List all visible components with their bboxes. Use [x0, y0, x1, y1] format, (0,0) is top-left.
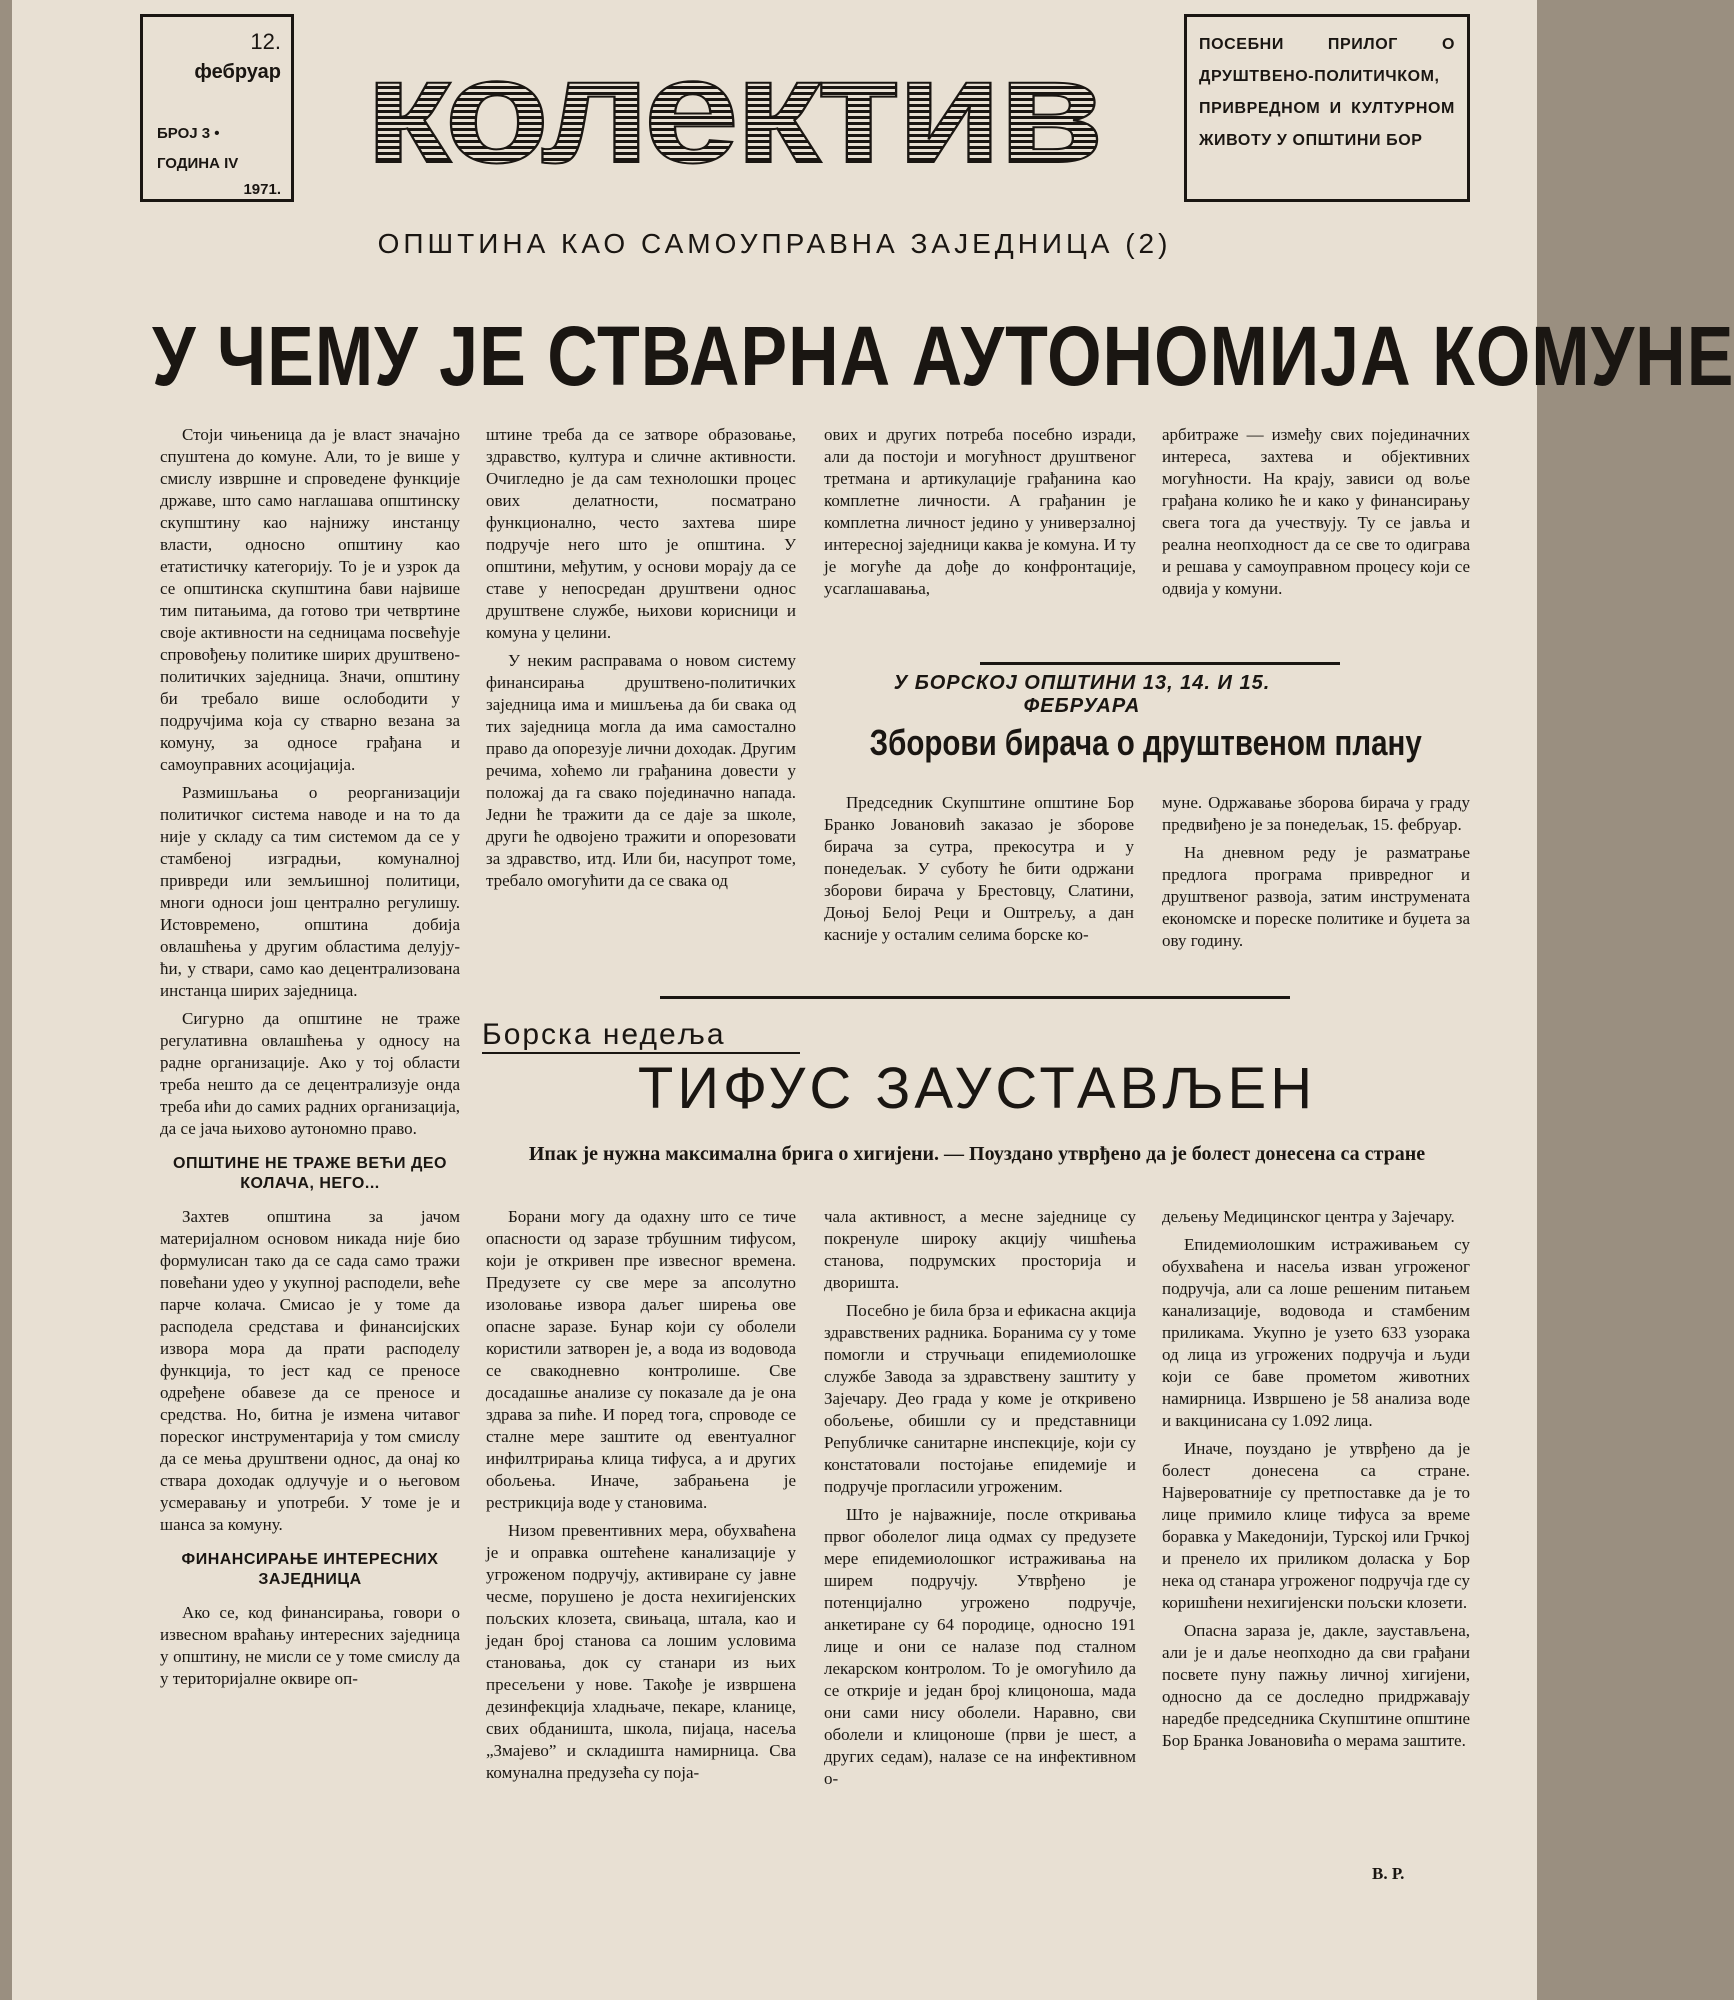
- masthead-logo: [302, 14, 1162, 202]
- paragraph: Захтев општина за јачом материјалном основом никада није био формулисан тако да се сада само тражи повећани удео у укупној расподели, веће парче колача. Смисао је у томе да расподела средстава и финансијских извора мора да прати расподелу функција, то јест кад се преносе одређене обавезе да се преносе и средства. Но, битна је измена читавог пореског инструментарија у том смислу да се мења друштвени однос, да онај ко ствара доходак одлучује и о његовом усмеравању и употреби. У томе је и шанса за комуну.: [160, 1207, 460, 1534]
- article2-headline: Зборови бирача о друштвеном плану: [869, 722, 1422, 763]
- paragraph: дељењу Медицинског центра у Зајечару.: [1162, 1207, 1455, 1226]
- paragraph: Стоји чињеница да је власт значајно спуштена до комуне. Али, то је више у смислу извршне и спроведене функције државе, што само наглашава општинску скупштину као најнижу инстанцу власти, односно општину као етатистичку категорију. То је и узрок да се општинска скупштина бави највише тим питањима, да готово три четвртине своје активности на седницама посвећује спровођењу политике ширих друштвено-политичких заједница. Значи, општину би требало више ослободити у подручјима која су стварно везана за комуну, за односе грађана и самоуправних асоцијација.: [160, 425, 460, 774]
- paragraph: Сигурно да општине не траже регулативна овлашћења у односу на радне организације. Ако у тој области треба нешто да се децентрализује онда треба ићи до самих радних организација, да се јача њихово аутономно право.: [160, 1009, 460, 1138]
- issue-month: фебруар: [194, 61, 281, 83]
- paragraph: чала активност, а месне заједнице су покренуле широку акцију чишћења станова, подрумских просторија и дворишта.: [824, 1207, 1136, 1292]
- article2-column-2: [1162, 792, 1470, 958]
- series-title: ОПШТИНА КАО САМОУПРАВНА ЗАЈЕДНИЦА (2): [377, 228, 1172, 259]
- paragraph: Председник Скупштине општине Бор Бранко Јовановић заказао је зборове бирача за сутра, прекосутра и у понедељак. У суботу ће бити одржани зборови бирача у Брестовцу, Слатини, Доњој Белој Реци и Оштрељу, а дан касније у осталим селима борске ко-: [824, 793, 1134, 944]
- article2-kicker: У БОРСКОЈ ОПШТИНИ 13, 14. И 15. ФЕБРУАРА: [893, 672, 1271, 717]
- main-headline: У ЧЕМУ ЈЕ СТВАРНА АУТОНОМИЈА КОМУНЕ: [152, 309, 1734, 403]
- article2-column-1: [824, 792, 1134, 952]
- paragraph: Опасна зараза је, дакле, заустављена, али је и даље неопходно да сви грађани посвете пуну пажњу личној хигијени, односно да се доследно придржавају наредбе председника Скупштине општине Бор Бранка Јовановића о мерама заштите.: [1162, 1621, 1470, 1750]
- article1-column-3: [824, 424, 1136, 606]
- paragraph: Посебно је била брза и ефикасна акција здравствених радника. Боранима су у томе помогли и стручњаци епидемиолошке службе Завода за здравствену заштиту у Зајечару. Део града у коме је откривено обољење, обишли су и представници Републичке санитарне инспекције, који су констатовали постојање епидемије и подручје прогласили угроженим.: [824, 1301, 1136, 1496]
- article1-column-2: [486, 424, 796, 898]
- article3-kicker: Борска недеља: [482, 1018, 726, 1051]
- author-signature: В. Р.: [1372, 1864, 1405, 1883]
- article3-column-1: [486, 1206, 796, 1790]
- article1-column-1: [160, 424, 460, 1696]
- issue-year: 1971.: [243, 181, 281, 198]
- paragraph: Што је најважније, после откривања првог оболелог лица одмах су предузете мере епидемиолошког истраживања на ширем подручју. Утврђено је потенцијално угрожено подручје, анкетиране су 64 породице, односно 191 лице и они се налазе под сталном лекарском контролом. То је омогућило да се открије и један број клицоноша, мада они сами нису оболели. Наравно, сви оболели и клицоноше (први је шест, а других седам), налазе се на инфективном о-: [824, 1505, 1136, 1788]
- paragraph: Ако се, код финансирања, говори о извесном враћању интересних заједница у општину, не мисли се у томе смислу да у територијалне оквире оп-: [160, 1603, 460, 1688]
- paragraph: Низом превентивних мера, обухваћена је и оправка оштећене канализације у угроженом подручју, активиране су јавне чесме, порушено је доста нехигијенских пољских клозета, свињаца, штала, као и један број станова са лошим условима становања, док су станари из њих пресељени у нове. Такође је извршена дезинфекција хладњаче, пекаре, кланице, свих обданишта, школа, пијаца, насеља „Змајево” и складишта намирница. Сва комунална предузећа су поја-: [486, 1521, 796, 1782]
- masthead-title: колектив: [364, 27, 1100, 195]
- issue-day: 12.: [250, 29, 281, 54]
- paragraph: штине треба да се затворе образовање, здравство, култура и сличне активности. Очигледно је да сам технолошки процес ових делатности, посматрано функционално, често захтева шире подручје него што је општина. У општини, међутим, у основи морају да се ставе у непосредан друштвени однос друштвене службе, њихови корисници и комуна у целини.: [486, 425, 796, 642]
- supplement-box: ПОСЕБНИ ПРИЛОГ О ДРУШТВЕНО-ПОЛИТИЧКОМ, ПРИВРЕДНОМ И КУЛТУРНОМ ЖИВОТУ У ОПШТИНИ БОР: [1184, 14, 1470, 202]
- issue-number: БРОЈ 3 •: [157, 125, 220, 142]
- subheading: ФИНАНСИРАЊЕ ИНТЕРЕСНИХ ЗАЈЕДНИЦА: [181, 1551, 439, 1588]
- article1-column-4: [1162, 424, 1470, 606]
- subheading: ОПШТИНЕ НЕ ТРАЖЕ ВЕЋИ ДЕО КОЛАЧА, НЕГО...: [173, 1155, 447, 1192]
- article3-deck: Ипак је нужна максимална брига о хигијени. — Поуздано утврђено да је болест донесена са стране: [528, 1143, 1426, 1165]
- date-box: [140, 14, 294, 202]
- paragraph: Размишљања о реорганизацији политичког система наводе и на то да није у складу са тим системом да се у стамбеној изградњи, комуналној привреди или земљишној политици, многи односи још централно регулишу. Истовремено, општина добија овлашћења у другим областима делујући, у ствари, само као децентрализована инстанца ширих заједница.: [160, 783, 460, 1000]
- article3-column-3: [1162, 1206, 1470, 1758]
- paragraph: На дневном реду је разматрање предлога програма привредног и друштвеног развоја, затим инструмената економске и пореске политике и буџета за ову годину.: [1162, 843, 1470, 950]
- paragraph: Епидемиолошким истраживањем су обухваћена и насеља изван угроженог подручја, али са лоше решеним питањем канализације, водовода и стамбеним приликама. Укупно је узето 633 узорака од лица из угрожених подручја и људи који се баве прометом животних намирница. Извршено је 58 анализа воде и вакцинисана су 1.092 лица.: [1162, 1235, 1470, 1430]
- newspaper-page: [12, 0, 1734, 2000]
- paragraph: Иначе, поуздано је утврђено да је болест донесена са стране. Највероватније су претпоставке да је то лице примило клице тифуса за време боравка у Македонији, Турској или Грчкој и пренело их приликом доласка у Бор нека од станара угроженог подручја где су коришћени нехигијенски пољски клозети.: [1162, 1439, 1470, 1612]
- article3-column-2: [824, 1206, 1136, 1796]
- divider: [980, 662, 1340, 665]
- divider: [660, 996, 1290, 999]
- paragraph: арбитраже — између свих појединачних интереса, захтева и објективних могућности. На крају, зависи од воље грађана колико ће и како у финансирању свега тога да учествују. Ту се јавља и реална неопходност да се све то одиграва и решава у самоуправном процесу који се одвија у комуни.: [1162, 425, 1470, 598]
- paragraph: Борани могу да одахну што се тиче опасности од заразе трбушним тифусом, који је откривен пре извесног времена. Предузете су све мере за апсолутно изоловање извора даљег ширења ове опасне заразе. Бунар који су оболели користили затворен је, а вода из водовода се свакодневно контролише. Све досадашње анализе су показале да је она здрава за пиће. И поред тога, спроводе се сталне мере заштите од евентуалног инфилтрирања клица тифуса, а и других обољења. Иначе, забрањена је рестрикција воде у становима.: [486, 1207, 796, 1512]
- article3-headline: ТИФУС ЗАУСТАВЉЕН: [637, 1056, 1317, 1121]
- paragraph: ових и других потреба посебно изради, али да постоји и могућност друштвеног третмана и артикулације грађанина као комплетне личности. А грађанин је комплетна личност једино у универзалној интересној заједници каква је комуна. И ту је могуће да дође до конфронтације, усаглашавања,: [824, 425, 1136, 598]
- paragraph: У неким расправама о новом систему финансирања друштвено-политичких заједница има и мишљења да би свака од тих заједница могла да има самостално право да опорезује лични доходак. Другим речима, хоћемо ли грађанина довести у положај да га свако појединачно напада. Једни ће тражити да се даје за школе, други ће одвојено тражити и опорезовати за здравство, итд. Или би, насупрот томе, требало омогућити да се свака од: [486, 651, 796, 890]
- issue-volume: ГОДИНА IV: [157, 155, 239, 172]
- paragraph: муне. Одржавање зборова бирача у граду предвиђено је за понедељак, 15. фебруар.: [1162, 793, 1470, 834]
